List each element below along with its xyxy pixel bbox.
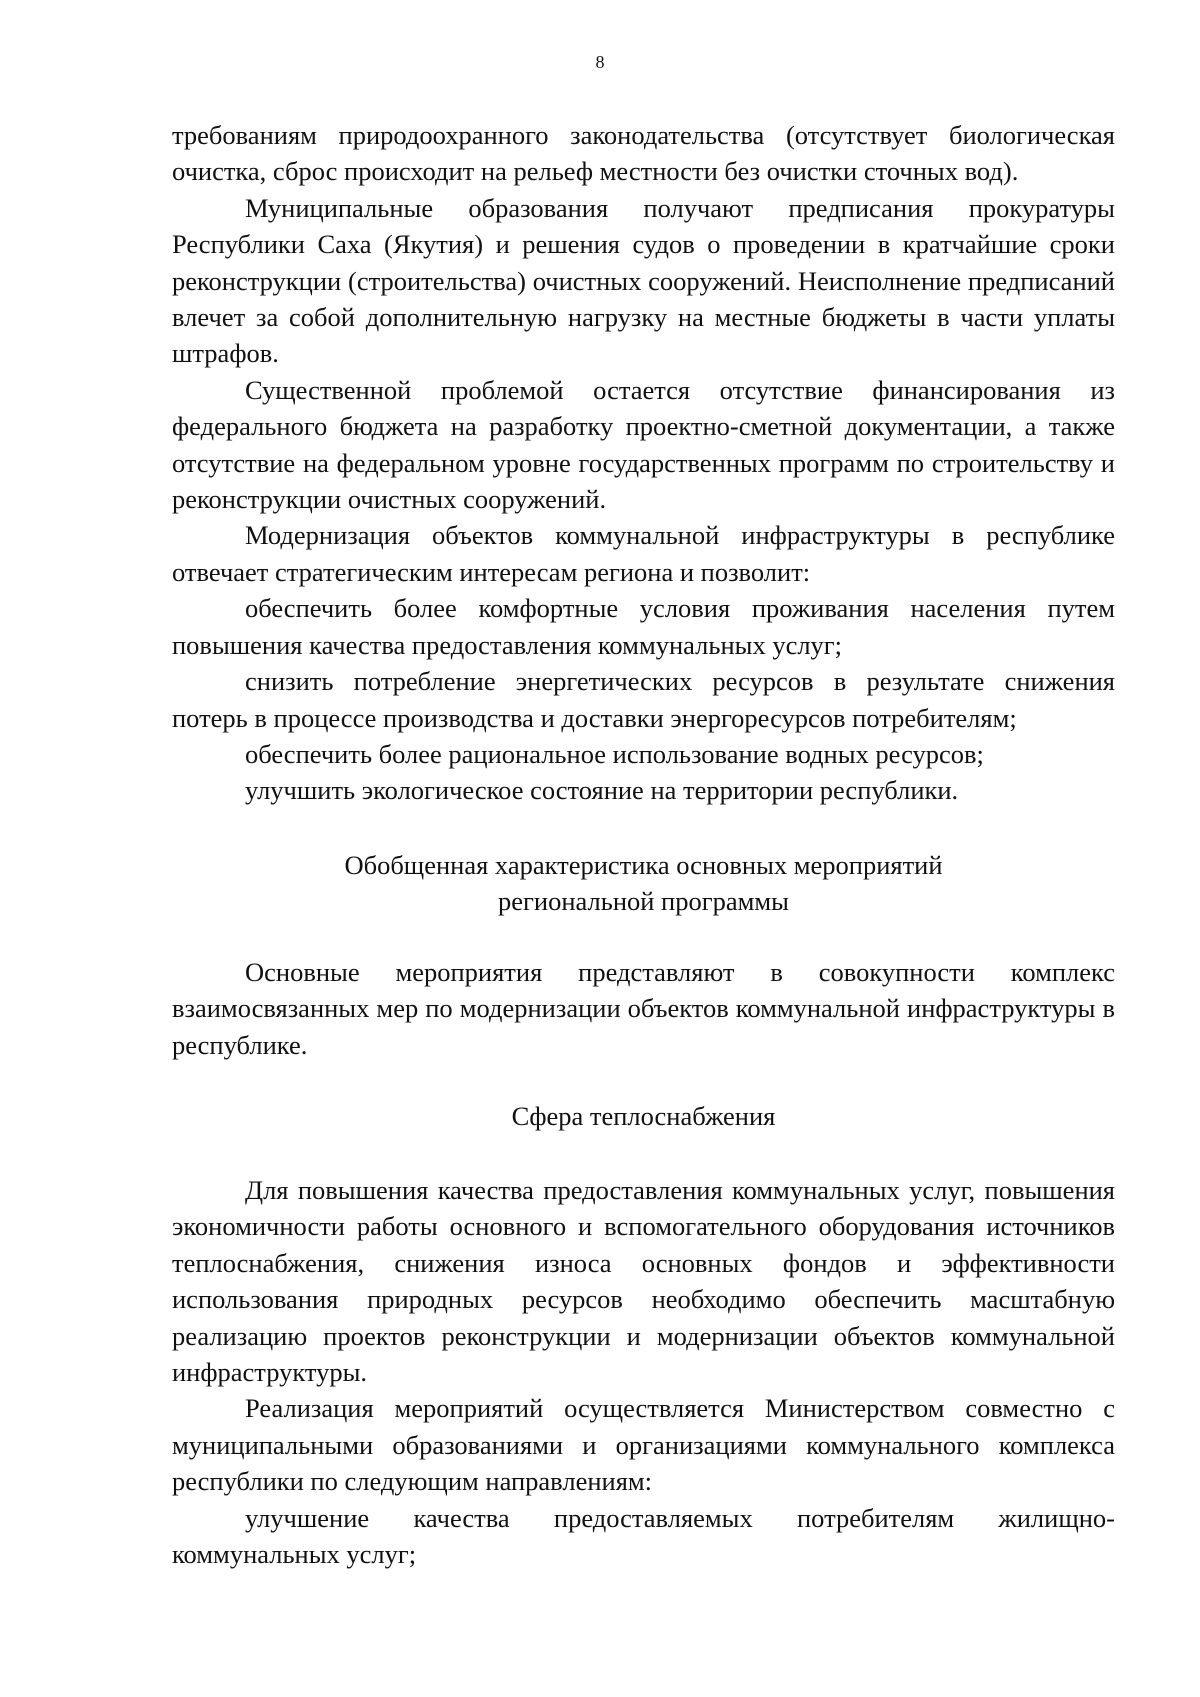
section-main-activities-text bbox=[172, 954, 1115, 1063]
list-item: улучшение качества предоставляемых потребителям жилищно-коммунальных услуг; bbox=[172, 1502, 1115, 1570]
paragraph: требованиям природоохранного законодательства (отсутствует биологическая очистка, сброс происходит на рельеф местности без очистки сточных вод). bbox=[172, 120, 1115, 187]
section-heading-heat-supply bbox=[172, 1098, 1115, 1134]
section-heading-main-activities bbox=[172, 847, 1115, 920]
page-number: 8 bbox=[595, 52, 605, 72]
section-intro-text bbox=[172, 117, 1115, 809]
heading-line: Обобщенная характеристика основных мероприятий bbox=[344, 850, 943, 880]
list-item: улучшить экологическое состояние на территории республики. bbox=[245, 775, 959, 806]
heading-line: Сфера теплоснабжения bbox=[511, 1101, 776, 1131]
list-item: обеспечить более комфортные условия проживания населения путем повышения качества предоставления коммунальных услуг; bbox=[172, 593, 1115, 660]
list-item: снизить потребление энергетических ресурсов в результате снижения потерь в процессе производства и доставки энергоресурсов потребителям; bbox=[172, 666, 1115, 733]
paragraph: Муниципальные образования получают предписания прокуратуры Республики Саха (Якутия) и решения судов о проведении в кратчайшие сроки реконструкции (строительства) очистных сооружений. Неисполнение предписаний влечет за собой дополнительную нагрузку на местные бюджеты в части уплаты штрафов. bbox=[172, 192, 1115, 369]
paragraph: Модернизация объектов коммунальной инфраструктуры в республике отвечает стратегическим интересам региона и позволит: bbox=[172, 520, 1115, 587]
paragraph: Основные мероприятия представляют в совокупности комплекс взаимосвязанных мер по модернизации объектов коммунальной инфраструктуры в республике. bbox=[172, 957, 1115, 1060]
paragraph: Существенной проблемой остается отсутствие финансирования из федерального бюджета на разработку проектно-сметной документации, а также отсутствие на федеральном уровне государственных программ по строительству и реконструкции очистных сооружений. bbox=[172, 374, 1115, 515]
section-heat-supply-text bbox=[172, 1172, 1115, 1572]
heading-line: региональной программы bbox=[498, 886, 789, 917]
paragraph: Для повышения качества предоставления коммунальных услуг, повышения экономичности работы основного и вспомогательного оборудования источников теплоснабжения, снижения износа основных фондов и эффективности использования природных ресурсов необходимо обеспечить масштабную реализацию проектов реконструкции и модернизации объектов коммунальной инфраструктуры. bbox=[172, 1175, 1115, 1388]
list-item: обеспечить более рациональное использование водных ресурсов; bbox=[245, 738, 984, 769]
paragraph: Реализация мероприятий осуществляется Министерством совместно с муниципальными образованиями и организациями коммунального комплекса республики по следующим направлениям: bbox=[172, 1393, 1115, 1497]
